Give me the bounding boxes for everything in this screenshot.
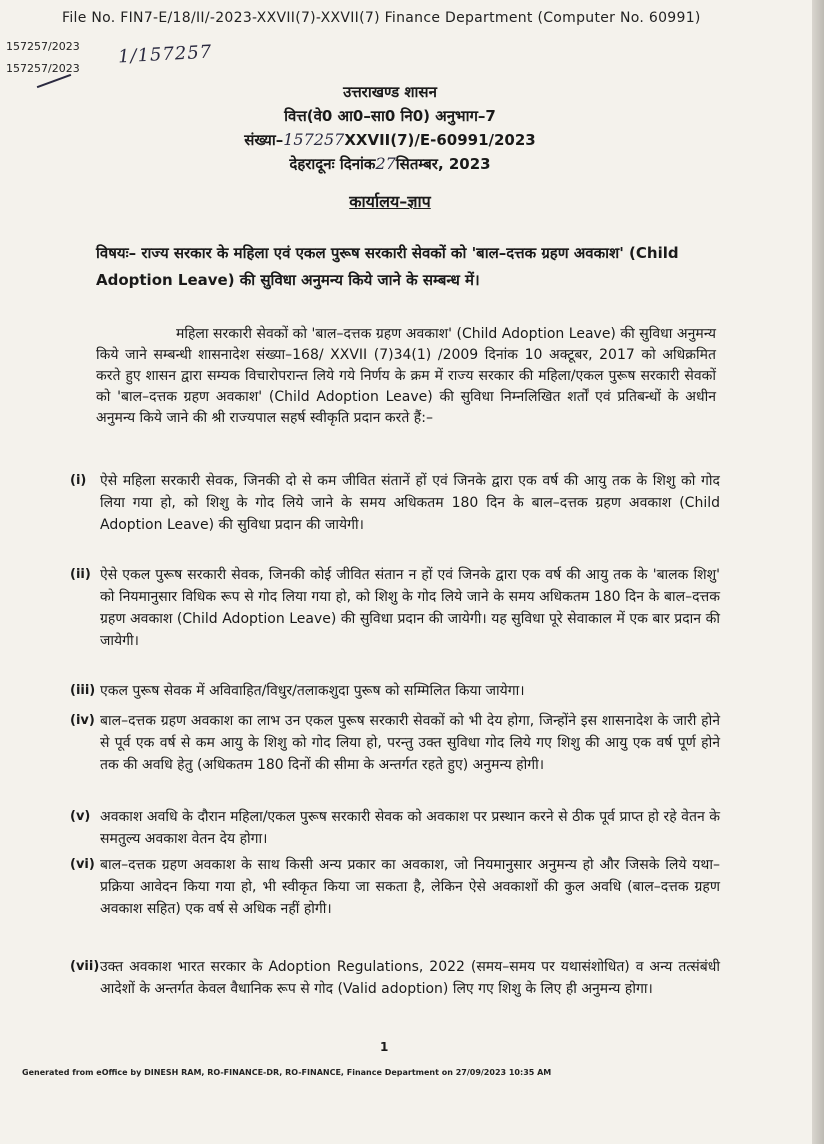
reference-number: 157257/2023 bbox=[6, 62, 80, 75]
list-item bbox=[70, 710, 720, 776]
list-item bbox=[70, 956, 720, 1000]
item-number: (iv) bbox=[70, 713, 95, 728]
order-number-prefix: संख्या– bbox=[244, 131, 284, 149]
place-date-suffix: सितम्बर, 2023 bbox=[395, 155, 491, 173]
item-text: ऐसे महिला सरकारी सेवक, जिनकी दो से कम जीवित संतानें हों एवं जिनके द्वारा एक वर्ष की आयु तक के शिशु को गोद लिया गया हो, को शिशु के गोद लिये जाने के समय अधिकतम 180 दिन के बाल–दत्तक ग्रहण अवकाश (Child Adoption Leave) की सुविधा प्रदान की जायेगी। bbox=[100, 473, 720, 533]
date-handwritten: 27 bbox=[375, 154, 396, 173]
handwritten-stroke bbox=[37, 74, 72, 88]
list-item bbox=[70, 806, 720, 850]
item-text: उक्त अवकाश भारत सरकार के Adoption Regulations, 2022 (समय–समय पर यथासंशोधित) व अन्य तत्संबंधी आदेशों के अन्तर्गत केवल वैधानिक रूप से गोद (Valid adoption) लिए गए शिशु के लिए ही अनुमन्य होगा। bbox=[100, 959, 720, 997]
place-date bbox=[200, 154, 580, 174]
list-item bbox=[70, 854, 720, 920]
government-title: उत्तराखण्ड शासन bbox=[343, 83, 437, 101]
eoffice-footer: Generated from eOffice by DINESH RAM, RO-FINANCE-DR, RO-FINANCE, Finance Department on 27/09/2023 10:35 AM bbox=[22, 1068, 552, 1077]
item-text: ऐसे एकल पुरूष सरकारी सेवक, जिनकी कोई जीवित संतान न हों एवं जिनके द्वारा एक वर्ष की आयु तक के 'बालक शिशु' को नियमानुसार विधिक रूप से गोद लिया गया हो, को शिशु के गोद लिये जाने के समय अधिकतम 180 दिन के बाल–दत्तक ग्रहण अवकाश (Child Adoption Leave) की सुविधा प्रदान की जायेगी। यह सुविधा पूरे सेवाकाल में एक बार प्रदान की जायेगी। bbox=[100, 567, 720, 649]
intro-paragraph: महिला सरकारी सेवकों को 'बाल–दत्तक ग्रहण अवकाश' (Child Adoption Leave) की सुविधा अनुमन्य किये जाने सम्बन्धी शासनादेश संख्या–168/ XXVII (7)34(1) /2009 दिनांक 10 अक्टूबर, 2017 को अधिक्रमित करते हुए शासन द्वारा सम्यक विचारोपरान्त लिये गये निर्णय के क्रम में राज्य सरकार की महिला/एकल पुरूष सरकारी सेवकों को 'बाल–दत्तक ग्रहण अवकाश' (Child Adoption Leave) की सुविधा निम्नलिखित शर्तों एवं प्रतिबन्धों के अधीन अनुमन्य किये जाने की श्री राज्यपाल सहर्ष स्वीकृति प्रदान करते हैं:– bbox=[96, 326, 716, 426]
office-memo-title: कार्यालय–ज्ञाप bbox=[349, 192, 431, 211]
subject-label: विषयः– bbox=[96, 244, 137, 262]
list-item bbox=[70, 564, 720, 652]
item-text: बाल–दत्तक ग्रहण अवकाश के साथ किसी अन्य प्रकार का अवकाश, जो नियमानुसार अनुमन्य हो और जिसके लिये यथा–प्रक्रिया आवेदन किया गया हो, भी स्वीकृत किया जा सकता है, लेकिन ऐसे अवकाशों की कुल अवधि (बाल–दत्तक ग्रहण अवकाश सहित) एक वर्ष से अधिक नहीं होगी। bbox=[100, 857, 720, 917]
item-text: अवकाश अवधि के दौरान महिला/एकल पुरूष सरकारी सेवक को अवकाश पर प्रस्थान करने से ठीक पूर्व प्राप्त हो रहे वेतन के समतुल्य अवकाश वेतन देय होगा। bbox=[100, 809, 720, 847]
list-item bbox=[70, 470, 720, 536]
file-number: File No. FIN7-E/18/II/-2023-XXVII(7)-XXVII(7) Finance Department (Computer No. 60991) bbox=[62, 10, 701, 26]
item-text: एकल पुरूष सेवक में अविवाहित/विधुर/तलाकशुदा पुरूष को सम्मिलित किया जायेगा। bbox=[100, 683, 525, 699]
subject-text: राज्य सरकार के महिला एवं एकल पुरूष सरकारी सेवकों को 'बाल–दत्तक ग्रहण अवकाश' (Child Adoption Leave) की सुविधा अनुमन्य किये जाने के सम्बन्ध में। bbox=[96, 244, 679, 289]
order-number bbox=[200, 130, 580, 150]
handwritten-number: 1/157257 bbox=[117, 41, 213, 68]
page-number: 1 bbox=[380, 1040, 389, 1054]
reference-number: 157257/2023 bbox=[6, 40, 80, 53]
item-number: (ii) bbox=[70, 567, 91, 582]
list-item bbox=[70, 680, 720, 702]
order-number-suffix: XXVII(7)/E-60991/2023 bbox=[344, 131, 536, 149]
item-number: (vii) bbox=[70, 959, 100, 974]
item-text: बाल–दत्तक ग्रहण अवकाश का लाभ उन एकल पुरूष सरकारी सेवकों को भी देय होगा, जिन्होंने इस शासनादेश के जारी होने से पूर्व एक वर्ष से कम आयु के शिशु को गोद लिया हो, परन्तु उक्त सुविधा गोद लिये गए शिशु की आयु एक वर्ष पूर्ण होने तक की अवधि हेतु (अधिकतम 180 दिनों की सीमा के अन्तर्गत रहते हुए) अनुमन्य होगी। bbox=[100, 713, 720, 773]
item-number: (iii) bbox=[70, 683, 96, 698]
item-number: (vi) bbox=[70, 857, 95, 872]
place-date-prefix: देहरादूनः दिनांक bbox=[289, 155, 376, 173]
scan-edge bbox=[812, 0, 824, 1144]
item-number: (i) bbox=[70, 473, 87, 488]
subject bbox=[96, 240, 716, 294]
item-number: (v) bbox=[70, 809, 91, 824]
department-section: वित्त(वे0 आ0–सा0 नि0) अनुभाग–7 bbox=[284, 107, 496, 125]
order-number-handwritten: 157257 bbox=[283, 130, 345, 149]
